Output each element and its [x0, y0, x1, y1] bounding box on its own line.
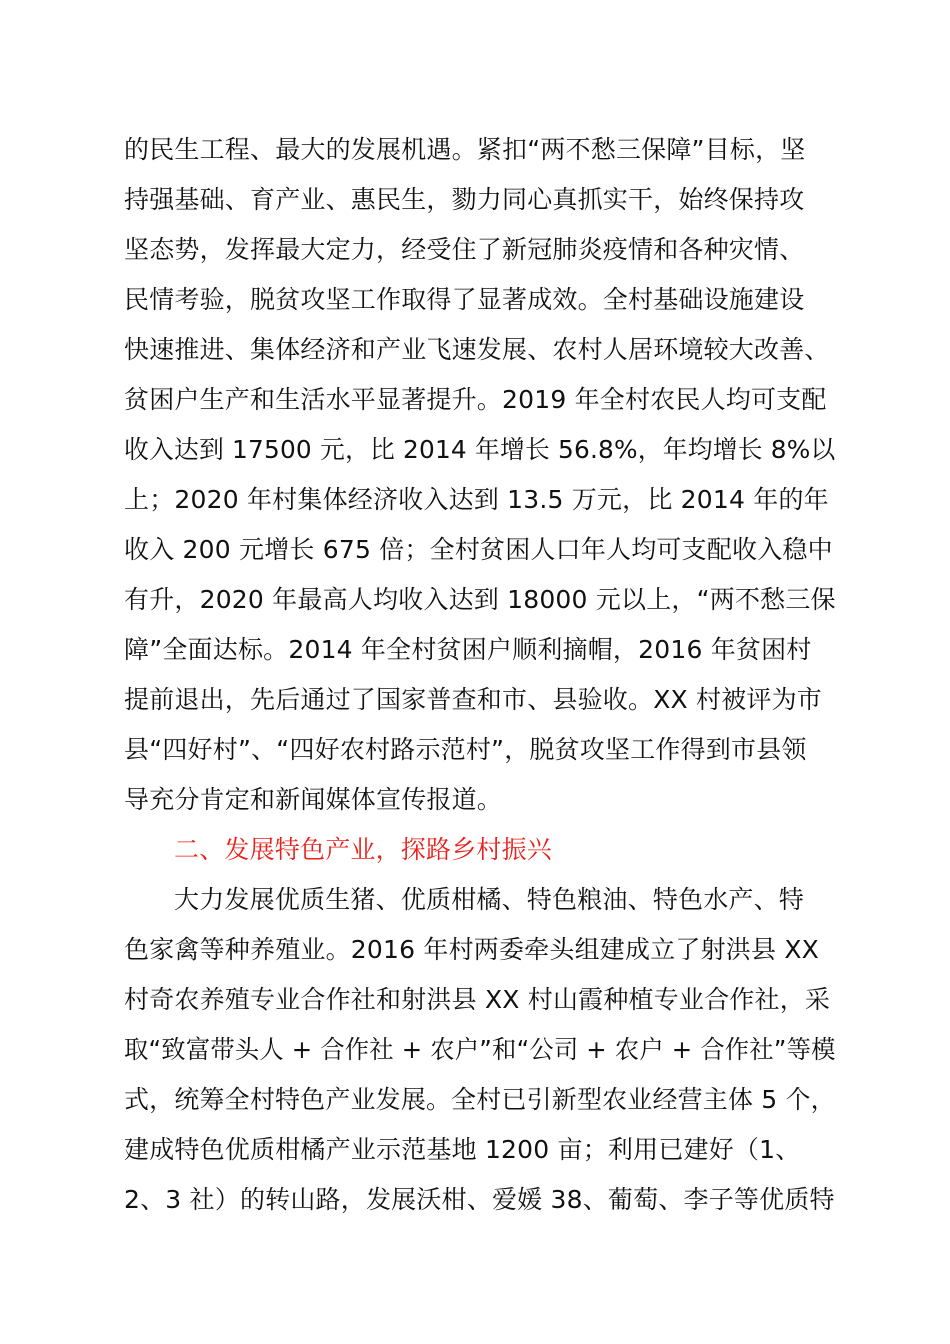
body-text-line: 的民生工程、最大的发展机遇。紧扣“两不愁三保障”目标，坚	[124, 135, 806, 164]
body-text-line: 快速推进、集体经济和产业飞速发展、农村人居环境较大改善、	[124, 335, 830, 364]
body-text-line: 持强基础、育产业、惠民生，勠力同心真抓实干，始终保持攻	[124, 185, 805, 214]
body-text-line: 收入达到 17500 元，比 2014 年增长 56.8%，年均增长 8%以	[124, 435, 836, 464]
body-text-line: 提前退出，先后通过了国家普查和市、县验收。XX 村被评为市	[124, 685, 823, 714]
body-text-line: 大力发展优质生猪、优质柑橘、特色粮油、特色水产、特	[174, 885, 805, 914]
body-text-line: 村奇农养殖专业合作社和射洪县 XX 村山霞种植专业合作社，采	[124, 985, 831, 1014]
body-text-line: 障”全面达标。2014 年全村贫困户顺利摘帽，2016 年贫困村	[124, 635, 812, 664]
body-text-line: 县“四好村”、“四好农村路示范村”，脱贫攻坚工作得到市县领	[124, 735, 807, 764]
body-text-line: 坚态势，发挥最大定力，经受住了新冠肺炎疫情和各种灾情、	[124, 235, 805, 264]
section-heading: 二、发展特色产业，探路乡村振兴	[174, 835, 553, 864]
body-text-line: 2、3 社）的转山路，发展沃柑、爱媛 38、葡萄、李子等优质特	[124, 1185, 835, 1214]
body-text-line: 收入 200 元增长 675 倍；全村贫困人口年人均可支配收入稳中	[124, 535, 833, 564]
body-text-line: 式，统筹全村特色产业发展。全村已引新型农业经营主体 5 个，	[124, 1085, 836, 1114]
body-text-line: 建成特色优质柑橘产业示范基地 1200 亩；利用已建好（1、	[124, 1135, 801, 1164]
body-text-line: 上；2020 年村集体经济收入达到 13.5 万元，比 2014 年的年	[124, 485, 829, 514]
body-text-line: 民情考验，脱贫攻坚工作取得了显著成效。全村基础设施建设	[124, 285, 805, 314]
body-text-line: 取“致富带头人 + 合作社 + 农户”和“公司 + 农户 + 合作社”等模	[124, 1035, 836, 1064]
body-text-line: 贫困户生产和生活水平显著提升。2019 年全村农民人均可支配	[124, 385, 827, 414]
body-text-line: 导充分肯定和新闻媒体宣传报道。	[124, 785, 503, 814]
body-text-line: 色家禽等种养殖业。2016 年村两委牵头组建成立了射洪县 XX	[124, 935, 819, 964]
body-text-line: 有升，2020 年最高人均收入达到 18000 元以上，“两不愁三保	[124, 585, 836, 614]
